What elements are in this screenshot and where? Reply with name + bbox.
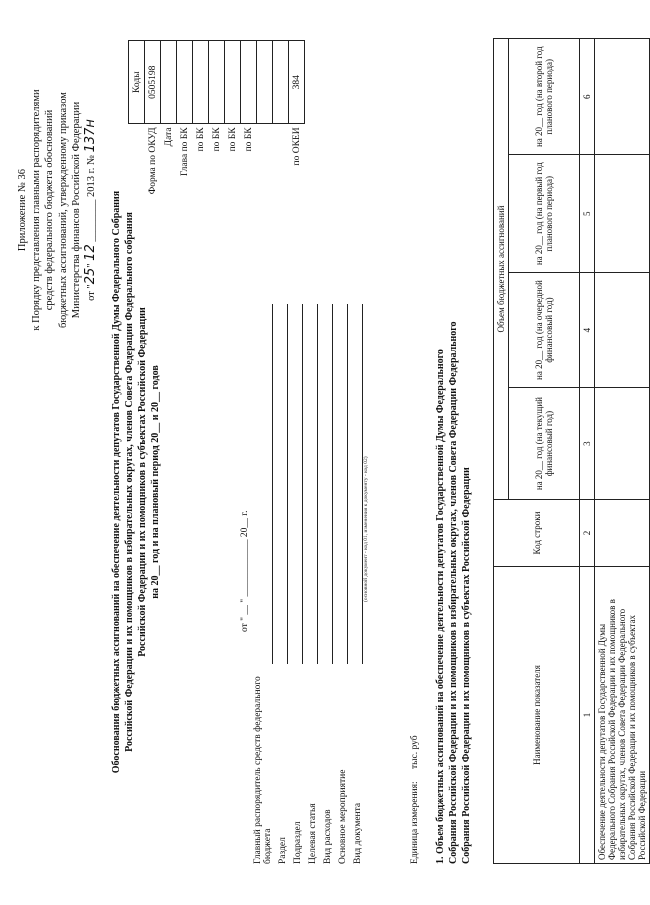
- table-cell[interactable]: [595, 39, 650, 155]
- field-row: [288, 304, 303, 864]
- rotated-document-sheet: [10, 22, 647, 882]
- field-row: [303, 304, 318, 864]
- col-number: 5: [580, 155, 595, 273]
- code-value: [241, 41, 257, 124]
- document-type-note: (основной документ - код 01, изменения к документу - код 02): [363, 456, 369, 602]
- field-row: [273, 304, 288, 864]
- form-fields: [253, 304, 363, 864]
- code-value: [273, 41, 289, 124]
- code-value: [193, 41, 209, 124]
- field-label: Главный распорядитель средств федерального бюджета: [253, 676, 273, 864]
- table-row-label: Обеспечение деятельности депутатов Государственной Думы Федерального Собрания Российской Федерации и их помощников в избирательных округах, членов Совета Федерации Федерального Собрания Российской Федерации и их помощников в субъектах Российской Федерации: [595, 567, 650, 864]
- code-value: [225, 41, 241, 124]
- handwritten-month: 12: [82, 244, 98, 261]
- col-name-header: Наименование показателя: [494, 567, 580, 864]
- col-group-header: Объем бюджетных ассигнований: [494, 39, 509, 500]
- col-code-header: Код строки: [494, 500, 580, 567]
- col-5-header: на 20__ год (на первый год планового периода): [509, 155, 580, 273]
- field-line[interactable]: [276, 304, 288, 664]
- field-row: [253, 304, 273, 864]
- handwritten-order-number: 137н: [82, 119, 98, 153]
- code-value: 384: [289, 41, 305, 124]
- code-label: [257, 124, 273, 276]
- field-line[interactable]: [321, 304, 333, 664]
- table-cell[interactable]: [595, 500, 650, 567]
- code-label: [273, 124, 289, 276]
- appendix-line: бюджетных ассигнований, утвержденному приказом: [57, 92, 69, 328]
- field-label: Раздел: [278, 837, 288, 864]
- unit-of-measure: Единица измерения: тыс. руб: [410, 735, 420, 864]
- code-value: 0505198: [145, 41, 161, 124]
- col-4-header: на 20__ год (на очередной финансовый год): [509, 272, 580, 387]
- field-row: [348, 304, 363, 864]
- handwritten-day: 25: [82, 267, 98, 285]
- code-label: Форма по ОКУД: [147, 127, 158, 195]
- field-line[interactable]: [351, 304, 363, 664]
- table-cell[interactable]: [595, 388, 650, 500]
- field-line[interactable]: [336, 304, 348, 664]
- code-label: по ОКЕИ: [291, 127, 302, 166]
- field-row: [333, 304, 348, 864]
- code-value: [161, 41, 177, 124]
- appendix-date: от "25" 12 ________ 2013 г. № 137н: [82, 119, 98, 301]
- code-label: по БК: [243, 127, 254, 152]
- col-number: 1: [580, 567, 595, 864]
- code-label: Дата: [163, 127, 174, 147]
- code-value: [257, 41, 273, 124]
- codes-header: Коды: [129, 41, 145, 124]
- allocations-table: [493, 38, 650, 864]
- appendix-header: [16, 40, 98, 380]
- document-date-line: от " __ " ____________ 20__ г.: [240, 510, 250, 632]
- appendix-number: Приложение № 36: [17, 168, 28, 252]
- appendix-line: к Порядку представления главными распорядителями: [30, 89, 42, 331]
- field-label: Подраздел: [293, 821, 303, 864]
- table-cell[interactable]: [595, 272, 650, 387]
- field-line[interactable]: [291, 304, 303, 664]
- field-row: [318, 304, 333, 864]
- code-label: по БК: [195, 127, 206, 152]
- appendix-line: средств федерального бюджета обоснований: [44, 109, 55, 311]
- code-label: по БК: [227, 127, 238, 152]
- section-heading: 1. Объем бюджетных ассигнований на обеспечение деятельности депутатов Государственной Думы Федерального Собрания Российской Федерации и их помощников в избирательных округах, членов Совета Федерации Федерального Собрания Российской Федерации и их помощников в субъектах Российской Федерации: [435, 321, 472, 864]
- field-label: Основное мероприятие: [338, 769, 348, 864]
- col-6-header: на 20__ год (на второй год планового периода): [509, 39, 580, 155]
- col-number: 3: [580, 388, 595, 500]
- col-number: 4: [580, 272, 595, 387]
- field-label: Вид расходов: [323, 809, 333, 864]
- field-label: Вид документа: [353, 802, 363, 864]
- code-label: по БК: [211, 127, 222, 152]
- codes-block: [128, 40, 305, 276]
- field-line[interactable]: [261, 304, 273, 664]
- field-label: Целевая статья: [308, 803, 318, 864]
- form-title: Обоснования бюджетных ассигнований на обеспечение деятельности депутатов Государственной Думы Федерального Собрания Российской Федерации и их помощников в избирательных округах, членов Совета Федерации Федерального собрания Российской Федерации и их помощников в субъектах Российской Федерации на 20__ год и на плановый период 20__ и 20__ годов: [111, 190, 161, 774]
- code-value: [209, 41, 225, 124]
- col-number: 2: [580, 500, 595, 567]
- code-value: [177, 41, 193, 124]
- code-label: Глава по БК: [179, 127, 190, 177]
- field-line[interactable]: [306, 304, 318, 664]
- appendix-line: Министерства финансов Российской Федерации: [71, 101, 82, 319]
- table-cell[interactable]: [595, 155, 650, 273]
- col-3-header: на 20__ год (на текущий финансовый год): [509, 388, 580, 500]
- col-number: 6: [580, 39, 595, 155]
